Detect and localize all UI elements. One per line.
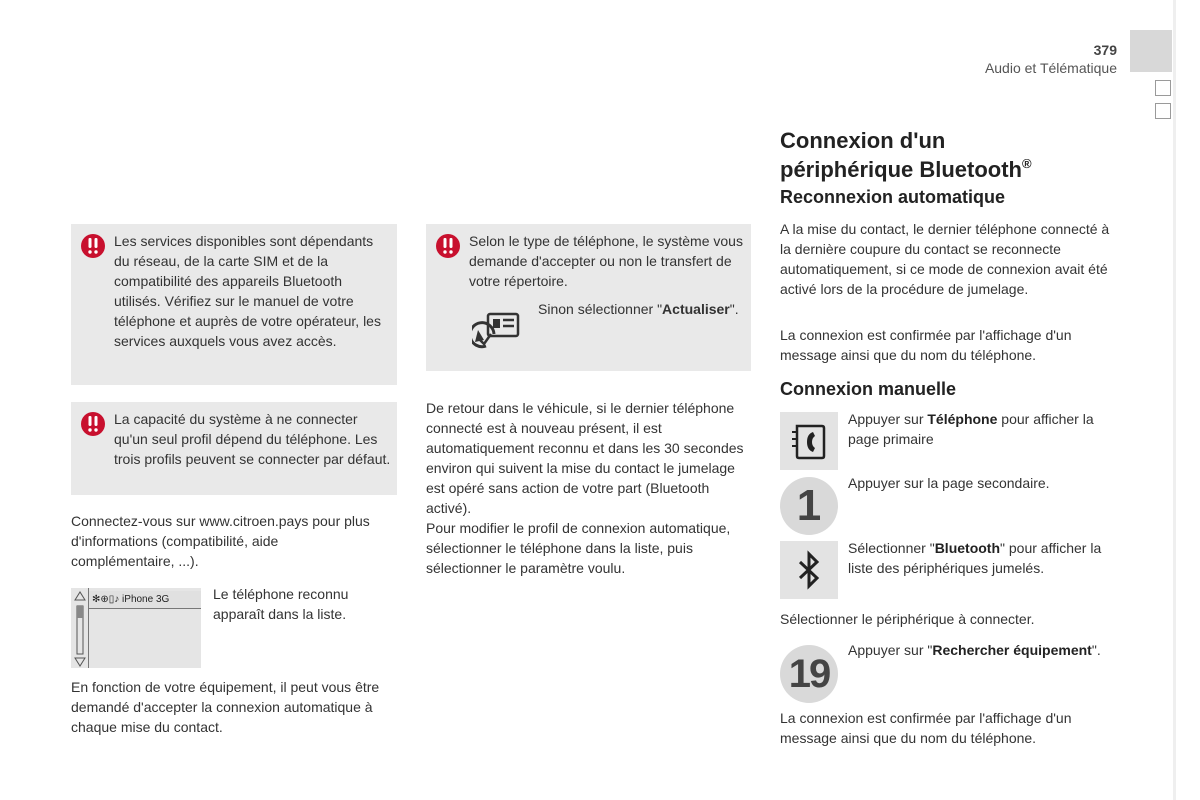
otherwise-select-text: Sinon sélectionner "Actualiser". [538, 301, 739, 317]
warning-box-phonebook [426, 224, 751, 371]
warning-text-phonebook: Selon le type de téléphone, le système vous demande d'accepter ou non le transfert de votre répertoire. [469, 233, 743, 289]
status-icons: ✻⊕▯♪ [92, 594, 123, 605]
tab-marker-icon [1155, 80, 1171, 96]
step-bluetooth-text: Sélectionner "Bluetooth" pour afficher la liste des périphériques jumelés. [848, 540, 1102, 576]
tab-marker-icon [1155, 56, 1171, 72]
bluetooth-icon [780, 541, 838, 599]
step-badge-1: 1 [780, 477, 838, 535]
select-device-text: Sélectionner le périphérique à connecter. [780, 611, 1035, 627]
screen-list-row [89, 591, 201, 609]
connect-website-text: Connectez-vous sur www.citroen.pays pour plus d'informations (compatibilité, aide complémentaire, ...). [71, 513, 370, 569]
warning-box-services [71, 224, 397, 385]
step-secondary-text: Appuyer sur la page secondaire. [848, 475, 1050, 491]
phone-icon [780, 412, 838, 470]
screen-scrollbar [71, 588, 89, 668]
section-title: Audio et Télématique [984, 60, 1117, 76]
step-search-text: Appuyer sur "Rechercher équipement". [848, 642, 1101, 658]
warning-icon [436, 234, 460, 258]
step-badge-19: 19 [780, 645, 838, 703]
equipment-text: En fonction de votre équipement, il peut vous être demandé d'accepter la connexion automatique à chaque mise du contact. [71, 679, 380, 735]
phone-list-screen [71, 588, 201, 668]
phone-button[interactable] [780, 412, 838, 470]
warning-icon [81, 234, 105, 258]
step-phone-text: Appuyer sur Téléphone pour afficher la page primaire [848, 411, 1094, 447]
screen-row-label: iPhone 3G [122, 594, 170, 605]
manual-connect-heading: Connexion manuelle [780, 379, 957, 399]
warning-text-services: Les services disponibles sont dépendants du réseau, de la carte SIM et de la compatibilité des appareils Bluetooth utilisés. Vérifiez sur le manuel de votre téléphone et auprès de votre opérateur, les services auxquels vous avez accès. [114, 233, 381, 349]
phone-listed-text: Le téléphone reconnu apparaît dans la liste. [213, 586, 349, 622]
bluetooth-button[interactable] [780, 541, 838, 599]
refresh-label: Actualiser [662, 301, 730, 317]
tab-marker-icon [1155, 103, 1171, 119]
auto-reconnect-heading: Reconnexion automatique [780, 187, 1006, 207]
scrollbar-arrows-icon [71, 588, 89, 668]
vehicle-return-text: De retour dans le véhicule, si le dernier téléphone connecté est à nouveau présent, il est automatiquement reconnu et dans les 30 secondes environ qui suivent la mise du contact le jumelage est opéré sans action de votre part (Bluetooth activé). [426, 400, 744, 516]
auto-confirm-text: La connexion est confirmée par l'affichage d'un message ainsi que du nom du téléphone. [780, 327, 1072, 363]
page-number: 379 [1093, 42, 1117, 58]
final-confirm-text: La connexion est confirmée par l'affichage d'un message ainsi que du nom du téléphone. [780, 710, 1072, 746]
modify-profile-text: Pour modifier le profil de connexion automatique, sélectionner le téléphone dans la liste, puis sélectionner le paramètre voulu. [426, 520, 731, 576]
warning-box-profiles [71, 402, 397, 495]
warning-icon [81, 412, 105, 436]
warning-text-profiles: La capacité du système à ne connecter qu'un seul profil dépend du téléphone. Les trois profils peuvent se connecter par défaut. [114, 411, 391, 467]
page-title: Connexion d'un périphérique Bluetooth® [780, 128, 1032, 182]
page-edge-rule [1173, 0, 1176, 800]
sync-phonebook-icon [472, 310, 522, 354]
auto-reconnect-text: A la mise du contact, le dernier téléphone connecté à la dernière coupure du contact se reconnecte automatiquement, si ce mode de connexion avait été activé lors de la procédure de jumelage. [780, 221, 1110, 297]
